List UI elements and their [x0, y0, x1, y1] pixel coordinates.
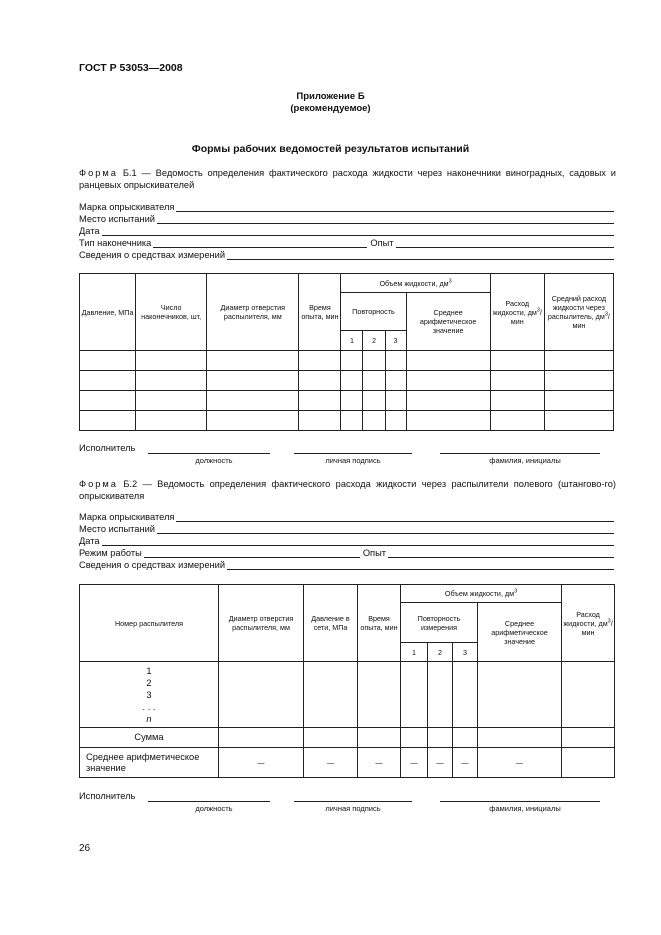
form2-instruments-label: Сведения о средствах измерений	[79, 560, 226, 570]
form2-mean-dash: —	[304, 748, 358, 778]
form2-executor-label: Исполнитель	[79, 791, 136, 801]
form2-header-repeat: Повторность измерения	[401, 603, 478, 643]
form2-caption	[79, 478, 616, 502]
form2-sign-caption: личная подпись	[325, 804, 381, 813]
appendix-title: Приложение Б	[296, 91, 365, 102]
form1-caption-text: Б.1 — Ведомость определения фактического расхода жидкости через наконечники виноградных, садовых и ранцевых опрыскивателей	[79, 168, 616, 190]
appendix-subtitle: (рекомендуемое)	[290, 103, 371, 114]
form1-volume-label: Объем жидкости, дм	[379, 278, 449, 288]
form2-table	[79, 584, 615, 778]
form1-place-label: Место испытаний	[79, 214, 155, 224]
form2-forma-word: Форма	[79, 479, 118, 489]
form1-brand-field[interactable]	[79, 200, 614, 212]
form2-header-mean: Среднее арифметическое значение	[478, 603, 562, 662]
form1-tip-label: Тип наконечника	[79, 238, 152, 248]
form1-header-pressure: Давление, МПа	[80, 274, 136, 351]
form2-brand-line[interactable]	[176, 512, 614, 522]
form2-mean-dash: —	[219, 748, 304, 778]
document-id: ГОСТ Р 53053—2008	[79, 62, 183, 74]
form1-instruments-label: Сведения о средствах измерений	[79, 250, 226, 260]
table-row	[80, 391, 614, 411]
form1-avg-flow-label: Средний расход жидкости через распылитель, дм	[547, 294, 607, 321]
form1-date-label: Дата	[79, 226, 100, 236]
form1-header-flow	[490, 274, 544, 351]
form1-date-field[interactable]	[79, 224, 614, 236]
form2-sum-label: Сумма	[80, 728, 219, 748]
form2-place-field[interactable]	[79, 522, 614, 534]
form2-mode-label: Режим работы	[79, 548, 142, 558]
form2-mode-line[interactable]	[144, 548, 360, 558]
form1-place-field[interactable]	[79, 212, 614, 224]
form2-experiment-label: Опыт	[362, 548, 387, 558]
form2-header-flow	[562, 585, 615, 662]
appendix-heading	[0, 91, 661, 115]
form2-flow-unit: /мин	[581, 618, 613, 637]
form2-volume-sup: 3	[514, 588, 518, 595]
form2-position-caption: должность	[195, 804, 233, 813]
form2-place-label: Место испытаний	[79, 524, 155, 534]
form1-brand-label: Марка опрыскивателя	[79, 202, 175, 212]
form2-name-caption: фамилия, инициалы	[489, 804, 561, 813]
form1-header-count: Число наконечников, шт,	[136, 274, 207, 351]
form1-name-caption: фамилия, инициалы	[489, 456, 561, 465]
form2-header-rep2: 2	[428, 643, 453, 662]
form1-instruments-line[interactable]	[227, 250, 614, 260]
form2-header-diameter: Диаметр отверстия распылителя, мм	[219, 585, 304, 662]
table-row	[80, 748, 615, 778]
page-title: Формы рабочих ведомостей результатов испытаний	[191, 143, 470, 155]
form2-brand-label: Марка опрыскивателя	[79, 512, 175, 522]
form2-mean-dash: —	[453, 748, 478, 778]
form1-tip-line[interactable]	[153, 238, 367, 248]
form2-mean-label: Среднее арифметическое значение	[80, 748, 219, 778]
form1-sign-caption: личная подпись	[325, 456, 381, 465]
form1-brand-line[interactable]	[176, 202, 614, 212]
form1-header-repeat: Повторность	[341, 293, 406, 331]
form1-position-caption: должность	[195, 456, 233, 465]
list-item: 1	[146, 665, 152, 676]
form1-header-time: Время опыта, мин	[299, 274, 341, 351]
list-item: 3	[146, 689, 152, 700]
form2-mean-dash: —	[401, 748, 428, 778]
form2-caption-text: Б.2 — Ведомость определения фактического расхода жидкости через распылители полевого (штангово-го) опрыскивателя	[79, 479, 616, 501]
form1-flow-unit: /мин	[510, 307, 542, 326]
form1-header-mean: Среднее арифметическое значение	[406, 293, 490, 351]
form1-header-rep3: 3	[385, 331, 406, 351]
form2-mean-dash: —	[358, 748, 401, 778]
form2-instruments-line[interactable]	[227, 560, 614, 570]
form2-name-line[interactable]	[440, 801, 600, 802]
list-item: 2	[146, 677, 152, 688]
page-number: 26	[79, 843, 91, 854]
form2-place-line[interactable]	[157, 524, 614, 534]
form1-header-rep2: 2	[363, 331, 385, 351]
form2-mode-field[interactable]	[79, 546, 614, 558]
form2-date-label: Дата	[79, 536, 100, 546]
form1-volume-sup: 3	[448, 278, 452, 285]
form2-date-line[interactable]	[102, 536, 614, 546]
form2-experiment-line[interactable]	[388, 548, 614, 558]
form1-header-rep1: 1	[341, 331, 363, 351]
form1-header-avg-flow	[544, 274, 613, 351]
form1-executor-label: Исполнитель	[79, 443, 136, 453]
form2-date-field[interactable]	[79, 534, 614, 546]
form2-header-rep1: 1	[401, 643, 428, 662]
form1-position-line[interactable]	[148, 453, 270, 454]
form1-sign-line[interactable]	[294, 453, 412, 454]
form2-header-number: Номер распылителя	[80, 585, 219, 662]
form2-position-line[interactable]	[148, 801, 270, 802]
form1-flow-sup: 3	[536, 307, 540, 314]
form2-header-rep3: 3	[453, 643, 478, 662]
form1-avg-flow-unit: /мин	[572, 312, 610, 330]
form2-sign-line[interactable]	[294, 801, 412, 802]
form2-brand-field[interactable]	[79, 510, 614, 522]
form1-header-diameter: Диаметр отверстия распылителя, мм	[207, 274, 299, 351]
form1-experiment-label: Опыт	[370, 238, 394, 248]
form1-instruments-field[interactable]	[79, 248, 614, 260]
table-row	[80, 662, 615, 728]
table-row	[80, 351, 614, 371]
form2-mean-dash: —	[478, 748, 562, 778]
form1-avg-flow-sup: 3	[604, 311, 608, 318]
form1-place-line[interactable]	[157, 214, 614, 224]
form2-flow-sup: 3	[607, 618, 611, 625]
form2-header-volume	[401, 585, 562, 603]
form1-forma-word: Форма	[79, 168, 118, 178]
form1-experiment-line[interactable]	[396, 238, 614, 248]
table-row	[80, 371, 614, 391]
form1-table	[79, 273, 614, 431]
table-row	[80, 728, 615, 748]
form2-header-time: Время опыта, мин	[358, 585, 401, 662]
form1-header-volume	[341, 274, 490, 293]
table-row	[80, 411, 614, 431]
form2-volume-label: Объем жидкости, дм	[444, 589, 515, 598]
form1-date-line[interactable]	[102, 226, 614, 236]
form2-flow-label: Расход жидкости, дм	[563, 609, 608, 628]
form1-name-line[interactable]	[440, 453, 600, 454]
list-item: n	[146, 713, 152, 724]
form1-flow-label: Расход жидкости, дм	[492, 298, 537, 317]
form2-header-pressure: Давление в сети, МПа	[304, 585, 358, 662]
form2-instruments-field[interactable]	[79, 558, 614, 570]
form1-tip-field[interactable]	[79, 236, 614, 248]
list-item: . . .	[142, 701, 156, 712]
form2-number-list	[80, 662, 219, 728]
form1-caption	[79, 167, 616, 191]
form2-mean-dash: —	[428, 748, 453, 778]
